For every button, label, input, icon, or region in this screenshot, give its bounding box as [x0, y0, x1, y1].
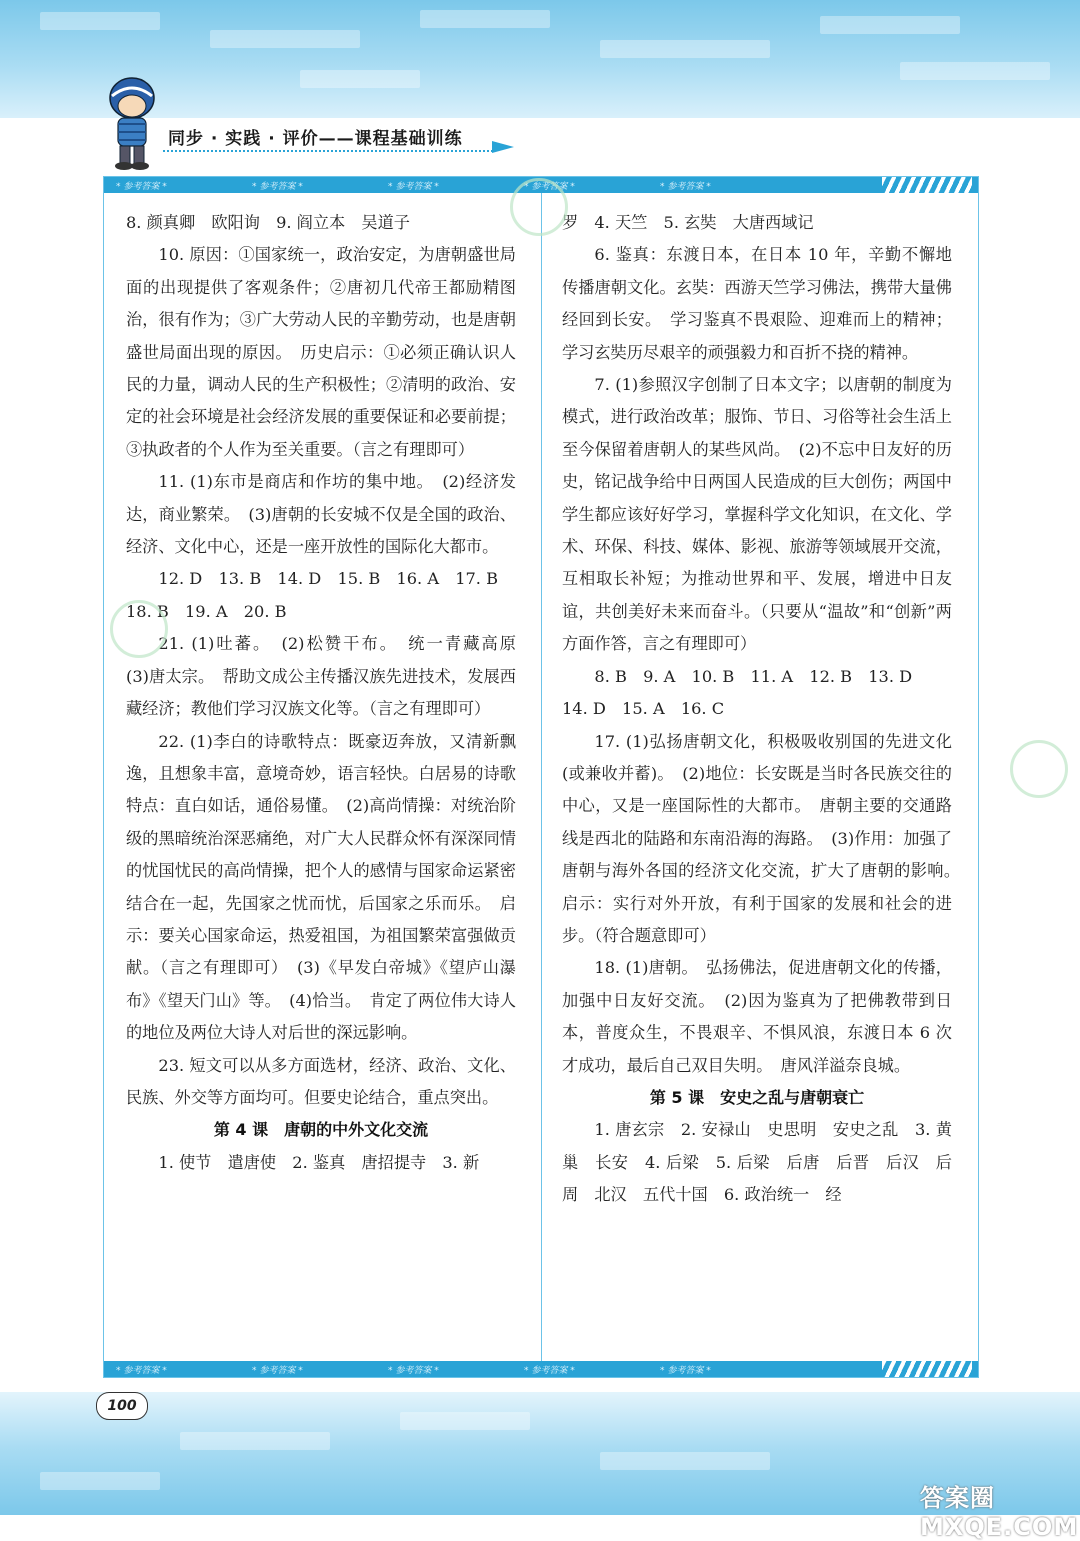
bar-tag: * 参考答案 * [252, 181, 303, 192]
bar-tag: * 参考答案 * [524, 1365, 575, 1376]
answer-paragraph: 11. (1)东市是商店和作坊的集中地。 (2)经济发达，商业繁荣。 (3)唐朝的长安城不仅是全国的政治、经济、文化中心，还是一座开放性的国际化大都市。 [126, 472, 516, 557]
bar-stripes [882, 177, 972, 193]
answer-paragraph: 6. 鉴真：东渡日本，在日本 10 年，辛勤不懈地传播唐朝文化。玄奘：西游天竺学习佛法，携带大量佛经回到长安。 学习鉴真不畏艰险、迎难而上的精神；学习玄奘历尽艰辛的顽强毅力和百折不挠的精神。 [562, 245, 952, 362]
answer-paragraph: 18. B 19. A 20. B [126, 601, 287, 621]
answer-paragraph: 1. 唐玄宗 2. 安禄山 史思明 安史之乱 3. 黄巢 长安 4. 后梁 5. 后梁 后唐 后晋 后汉 后周 北汉 五代十国 6. 政治统一 经 [562, 1120, 952, 1205]
bar-stripes [882, 1361, 972, 1377]
banner-brick [40, 1472, 160, 1490]
bar-tag: * 参考答案 * [524, 181, 575, 192]
banner-brick [210, 30, 360, 48]
answer-paragraph: 14. D 15. A 16. C [562, 699, 725, 719]
lesson-heading: 第 4 课 唐朝的中外文化交流 [213, 1120, 429, 1140]
bottom-answer-bar [104, 1361, 978, 1377]
banner-brick [40, 12, 160, 30]
publisher-stamp-icon [1010, 740, 1068, 798]
column-divider [541, 193, 542, 1361]
mascot-illustration [100, 72, 164, 172]
answer-paragraph: 18. (1)唐朝。 弘扬佛法，促进唐朝文化的传播，加强中日友好交流。 (2)因为鉴真为了把佛教带到日本，普度众生，不畏艰辛、不惧风浪，东渡日本 6 次才成功，最后自己双目失明。 唐风洋溢奈良城。 [562, 958, 952, 1075]
right-column [562, 207, 969, 1212]
publisher-stamp-icon [510, 178, 568, 236]
header-dashed-line [163, 150, 493, 152]
bar-tag: * 参考答案 * [388, 1365, 439, 1376]
answer-paragraph: 23. 短文可以从多方面选材，经济、政治、文化、民族、外交等方面均可。但要史论结合，重点突出。 [126, 1055, 516, 1107]
paper-plane-icon [492, 141, 514, 153]
answer-paragraph: 8. B 9. A 10. B 11. A 12. B 13. D [594, 666, 913, 686]
banner-brick [600, 1452, 770, 1470]
banner-brick [300, 70, 420, 88]
page-number: 100 [96, 1392, 148, 1420]
banner-brick [400, 1412, 530, 1430]
banner-brick [600, 40, 770, 58]
banner-brick [900, 62, 1050, 80]
bar-tag: * 参考答案 * [252, 1365, 303, 1376]
answer-frame [103, 176, 979, 1378]
publisher-stamp-icon [110, 600, 168, 658]
left-column [126, 207, 533, 1179]
answer-paragraph: 22. (1)李白的诗歌特点：既豪迈奔放，又清新飘逸，且想象丰富，意境奇妙，语言轻快。白居易的诗歌特点：直白如话，通俗易懂。 (2)高尚情操：对统治阶级的黑暗统治深恶痛绝，对广大人民群众怀有深深同情的忧国忧民的高尚情操，把个人的感情与国家命运紧密结合在一起，先国家之忧而忧，后国家之乐而乐。 启示：要关心国家命运，热爱祖国，为祖国繁荣富强做贡献。（言之有理即可） (3)《早发白帝城》《望庐山瀑布》《望天门山》等。 (4)恰当。 肯定了两位伟大诗人的地位及两位大诗人对后世的深远影响。 [126, 731, 516, 1043]
answer-paragraph: 7. (1)参照汉字创制了日本文字；以唐朝的制度为模式，进行政治改革；服饰、节日、习俗等社会生活上至今保留着唐朝人的某些风尚。 (2)不忘中日友好的历史，铭记战争给中日两国人民造成的巨大创伤；两国中学生都应该好好学习，掌握科学文化知识，在文化、学术、环保、科技、媒体、影视、旅游等领域展开交流，互相取长补短；为推动世界和平、发展，增进中日友谊，共创美好未来而奋斗。（只要从“温故”和“创新”两方面作答，言之有理即可） [562, 375, 952, 654]
bar-tag: * 参考答案 * [660, 181, 711, 192]
answer-paragraph: 12. D 13. B 14. D 15. B 16. A 17. B [158, 569, 498, 589]
bar-tag: * 参考答案 * [116, 181, 167, 192]
banner-brick [180, 1432, 330, 1450]
answer-paragraph: 17. (1)弘扬唐朝文化，积极吸收别国的先进文化(或兼收并蓄)。 (2)地位：长安既是当时各民族交往的中心，又是一座国际性的大都市。 唐朝主要的交通路线是西北的陆路和东南沿海的海路。 (3)作用：加强了唐朝与海外各国的经济文化交流，扩大了唐朝的影响。 启示：实行对外开放，有利于国家的发展和社会的进步。（符合题意即可） [562, 731, 969, 945]
bottom-banner [0, 1392, 1080, 1541]
site-watermark: 答案圈 MXQE.COM [920, 1484, 1079, 1541]
lesson-heading: 第 5 课 安史之乱与唐朝衰亡 [649, 1087, 865, 1107]
bar-tag: * 参考答案 * [660, 1365, 711, 1376]
bar-tag: * 参考答案 * [388, 181, 439, 192]
banner-brick [420, 10, 550, 28]
header-title: 同步 · 实践 · 评价——课程基础训练 [168, 129, 463, 149]
banner-brick [820, 16, 960, 34]
answer-paragraph: 1. 使节 遣唐使 2. 鉴真 唐招提寺 3. 新 [158, 1152, 480, 1172]
answer-paragraph: 21. (1)吐蕃。 (2)松赞干布。 统一青藏高原 (3)唐太宗。 帮助文成公主传播汉族先进技术，发展西藏经济；教他们学习汉族文化等。（言之有理即可） [126, 634, 533, 719]
answer-paragraph: 8. 颜真卿 欧阳询 9. 阎立本 吴道子 [126, 213, 410, 232]
answer-paragraph: 罗 4. 天竺 5. 玄奘 大唐西域记 [562, 213, 814, 232]
bar-tag: * 参考答案 * [116, 1365, 167, 1376]
answer-paragraph: 10. 原因：①国家统一，政治安定，为唐朝盛世局面的出现提供了客观条件；②唐初几代帝王都励精图治，很有作为；③广大劳动人民的辛勤劳动，也是唐朝盛世局面出现的原因。 历史启示：①必须正确认识人民的力量，调动人民的生产积极性；②清明的政治、安定的社会环境是社会经济发展的重要保证和必要前提；③执政者的个人作为至关重要。（言之有理即可） [126, 245, 516, 459]
